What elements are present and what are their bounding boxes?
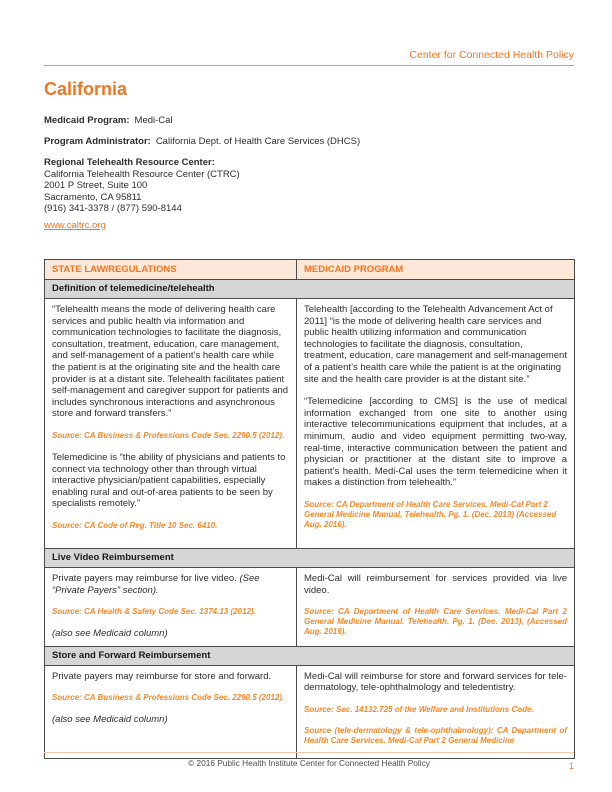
section-row-definition bbox=[45, 280, 575, 299]
section-title-live-video: Live Video Reimbursement bbox=[45, 549, 575, 568]
source-citation: Source: CA Business & Professions Code Sec. 2290.5 (2012). bbox=[52, 431, 285, 441]
medicaid-program-line bbox=[44, 115, 574, 127]
resource-center-street: 2001 P Street, Suite 100 bbox=[44, 180, 148, 191]
program-admin-label: Program Administrator: bbox=[44, 135, 151, 147]
body-paragraph: Telemedicine is “the ability of physicians and patients to connect via technology other than through virtual interactive physician/patient capabilities, especially enabling rural and out-of-area patients to be seen by specialists remotely.” bbox=[52, 452, 286, 510]
see-also-note: (also see Medicaid column) bbox=[52, 628, 168, 640]
body-paragraph bbox=[52, 573, 289, 596]
resource-center-block bbox=[44, 157, 574, 233]
store-forward-medicaid-cell bbox=[297, 665, 575, 758]
source-citation: Source: CA Health & Safety Code Sec. 1374.13 (2012). bbox=[52, 607, 256, 617]
source-citation: Source: Sec. 14132.725 of the Welfare and Institutions Code. bbox=[304, 705, 534, 715]
section-title-definition: Definition of telemedicine/telehealth bbox=[45, 280, 575, 299]
body-paragraph: Medi-Cal will reimburse for store and forward services for tele-dermatology, tele-ophthalmology and teledentistry. bbox=[304, 670, 567, 694]
resource-center-label: Regional Telehealth Resource Center: bbox=[44, 157, 215, 168]
section-title-store-forward: Store and Forward Reimbursement bbox=[45, 646, 575, 665]
source-citation: Source: CA Code of Reg. Title 10 Sec. 6410. bbox=[52, 521, 218, 530]
body-text: Private payers may reimburse for live video. bbox=[52, 573, 240, 585]
body-text-italic: (See “Private Payers” section). bbox=[52, 573, 260, 596]
body-paragraph: Telehealth [according to the Telehealth Advancement Act of 2011] “is the mode of delivering health care services and public health utilizing information and communication technologies to facilitate the diagnosis, consultation, treatment, education, care management and self-management of a patient’s health care while the patient is at the originating site and the health care provider is at the distant site.” bbox=[304, 304, 567, 385]
definition-medicaid-cell bbox=[297, 299, 575, 549]
source-citation: Source: CA Business & Professions Code Sec. 2290.5 (2012). bbox=[52, 693, 285, 703]
section-row-live-video bbox=[45, 549, 575, 568]
org-name: Center for Connected Health Policy bbox=[409, 49, 574, 61]
table-header-row bbox=[45, 259, 575, 280]
see-also-note: (also see Medicaid column) bbox=[52, 714, 168, 726]
page-number: 1 bbox=[568, 761, 574, 771]
resource-center-city: Sacramento, CA 95811 bbox=[44, 191, 142, 203]
source-citation: Source: CA Department of Health Care Services. Medi-Cal Part 2 General Medicine Manual. Telehealth. Pg. 1. (Dec. 2013), (Accessed Aug. 2016). bbox=[304, 607, 567, 637]
definition-state-law-cell bbox=[45, 299, 297, 549]
body-paragraph: “Telehealth means the mode of delivering health care services and public health via information and communication technologies to facilitate the diagnosis, consultation, treatment, education, care management, and self-management of a patient’s health care while the patient is at the originating site and the health care provider is at a distant site. Telehealth facilitates patient self-management and caregiver support for patients and includes synchronous interactions and asynchronous store and forward transfers.” bbox=[52, 304, 289, 420]
policy-table bbox=[44, 259, 575, 759]
body-paragraph: “Telemedicine [according to CMS] is the use of medical information exchanged from one site to another using interactive telecommunications equipment that includes, at a minimum, audio and video equipment permitting two-way, real-time, interactive communication between the patient and physician or practitioner at the distant site to improve a patient’s health. Medi-Cal uses the term telemedicine when it makes a distinction from telehealth.” bbox=[304, 396, 567, 489]
source-citation: Source (tele-dermatology & tele-ophthalmology): CA Department of Health Care Services. Medi-Cal Part 2 General Medicine bbox=[304, 726, 567, 746]
copyright-text: © 2016 Public Health Institute Center for Connected Health Policy bbox=[188, 758, 430, 768]
page-title: California bbox=[44, 79, 128, 99]
table-row bbox=[45, 665, 575, 758]
body-paragraph: Private payers may reimburse for store and forward. bbox=[52, 670, 272, 682]
page-footer bbox=[44, 752, 574, 771]
live-video-state-law-cell bbox=[45, 568, 297, 647]
column-header-medicaid: MEDICAID PROGRAM bbox=[297, 259, 575, 280]
resource-center-name: California Telehealth Resource Center (CTRC) bbox=[44, 168, 240, 180]
source-citation: Source: CA Department of Health Care Services. Medi-Cal Part 2 General Medicine Manual. Telehealth. Pg. 1. (Dec. 2013) (Accessed Aug. 2016). bbox=[304, 500, 557, 529]
table-row bbox=[45, 568, 575, 647]
program-admin-value: California Dept. of Health Care Services (DHCS) bbox=[155, 135, 361, 147]
page-header bbox=[44, 0, 574, 66]
store-forward-state-law-cell bbox=[45, 665, 297, 758]
table-row bbox=[45, 299, 575, 549]
section-row-store-forward bbox=[45, 646, 575, 665]
resource-center-phone: (916) 341-3378 / (877) 590-8144 bbox=[44, 203, 182, 214]
medicaid-program-label: Medicaid Program: bbox=[44, 115, 130, 126]
resource-center-website-link[interactable]: www.caltrc.org bbox=[44, 219, 106, 231]
medicaid-program-value: Medi-Cal bbox=[134, 115, 173, 126]
live-video-medicaid-cell bbox=[297, 568, 575, 647]
column-header-state-law: STATE LAW/REGULATIONS bbox=[45, 259, 297, 280]
program-admin-line bbox=[44, 136, 574, 148]
body-paragraph: Medi-Cal will reimbursement for services provided via live video. bbox=[304, 573, 567, 596]
